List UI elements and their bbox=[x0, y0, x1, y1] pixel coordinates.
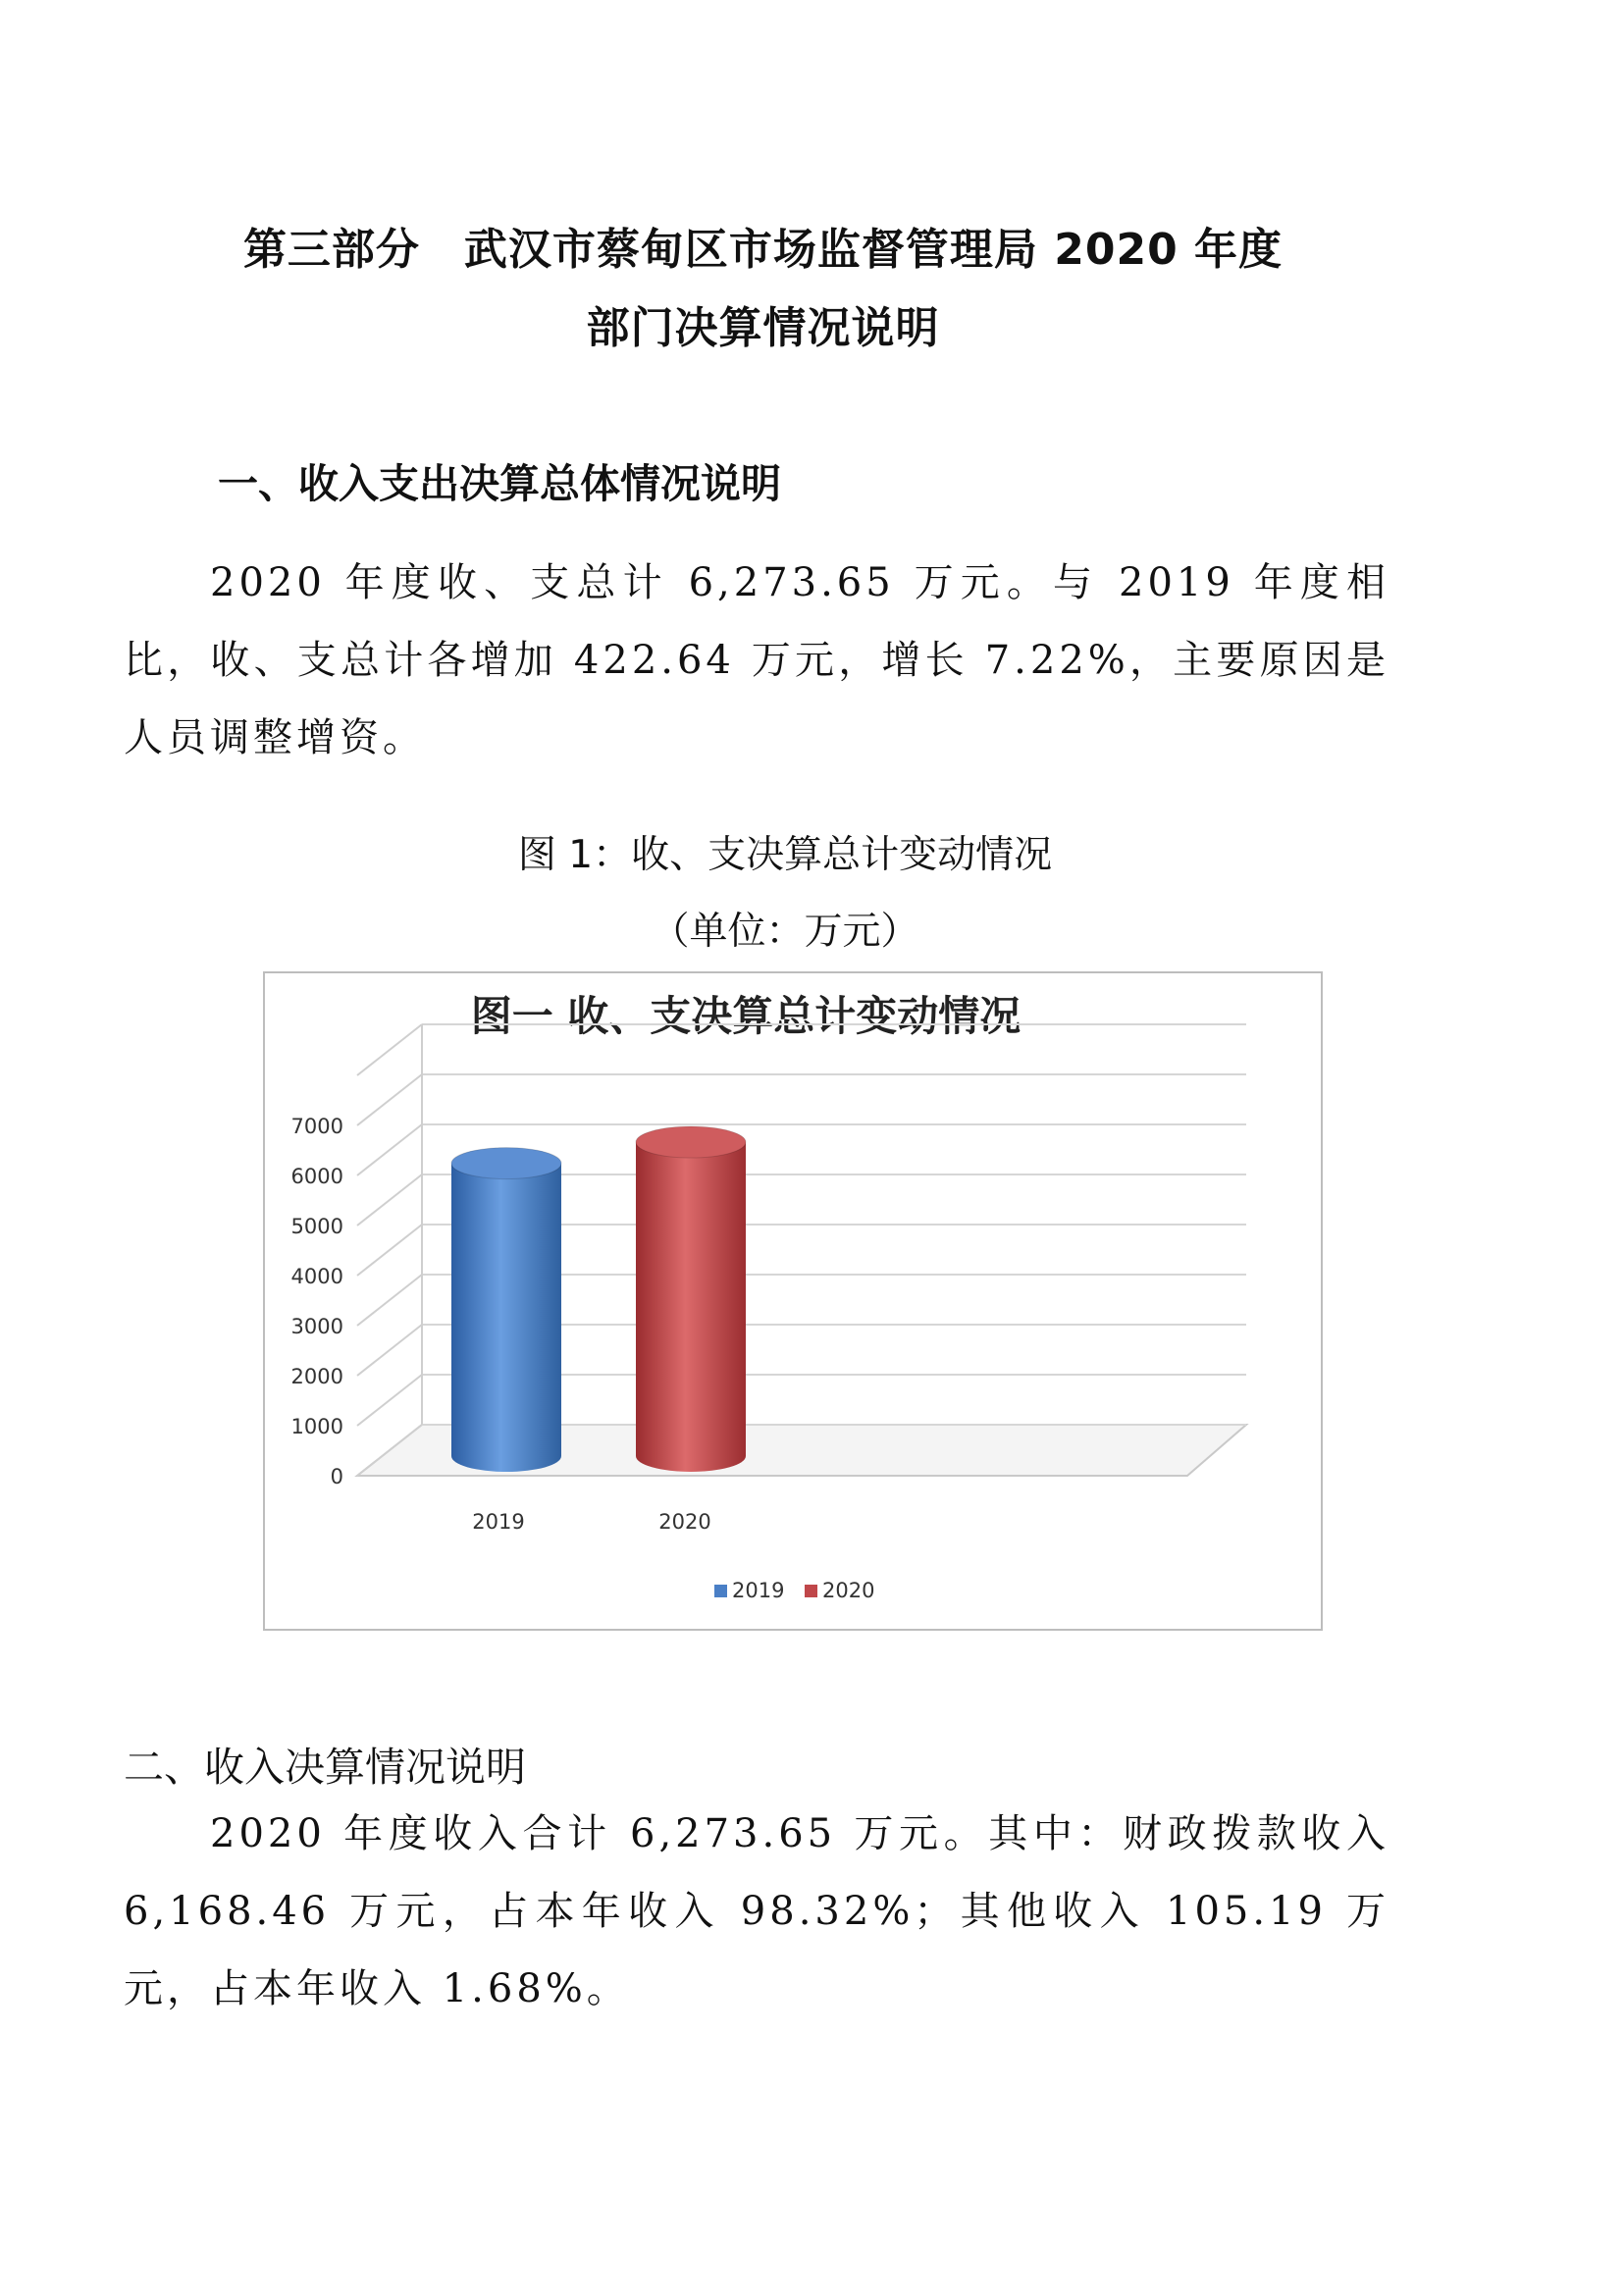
bar-chart bbox=[265, 973, 1321, 1629]
gridline-wall bbox=[357, 1325, 422, 1376]
section1-paragraph: 2020 年度收、支总计 6,273.65 万元。与 2019 年度相比，收、支总计各增加 422.64 万元，增长 7.22%，主要原因是人员调整增资。 bbox=[124, 560, 1389, 760]
ytick-label: 0 bbox=[330, 1465, 343, 1488]
figure-unit: （单位：万元） bbox=[651, 910, 919, 954]
section2-heading: 二、收入决算情况说明 bbox=[124, 1744, 526, 1791]
document-title-line2: 部门决算情况说明 bbox=[586, 303, 940, 353]
xtick-label: 2020 bbox=[658, 1510, 711, 1534]
document-title-line1: 第三部分 武汉市蔡甸区市场监督管理局 2020 年度 bbox=[242, 225, 1283, 275]
bar-body bbox=[636, 1142, 746, 1472]
chart-frame bbox=[263, 971, 1323, 1631]
gridline-wall bbox=[357, 1375, 422, 1426]
gridline-wall bbox=[357, 1225, 422, 1276]
ytick-label: 1000 bbox=[290, 1415, 343, 1438]
ytick-label: 5000 bbox=[290, 1215, 343, 1238]
ytick-label: 2000 bbox=[290, 1365, 343, 1388]
legend-swatch bbox=[805, 1585, 817, 1597]
section2-paragraph: 2020 年度收入合计 6,273.65 万元。其中：财政拨款收入 6,168.46 万元，占本年收入 98.32%；其他收入 105.19 万元，占本年收入 1.68%。 bbox=[124, 1811, 1389, 2011]
gridline-wall bbox=[357, 1275, 422, 1326]
legend-label: 2020 bbox=[822, 1579, 875, 1602]
legend-label: 2019 bbox=[732, 1579, 785, 1602]
ytick-label: 6000 bbox=[290, 1165, 343, 1188]
bar-body bbox=[451, 1164, 561, 1472]
section1-heading: 一、收入支出决算总体情况说明 bbox=[218, 460, 781, 507]
bar-top bbox=[451, 1148, 561, 1179]
ytick-label: 7000 bbox=[290, 1115, 343, 1138]
bar-2019 bbox=[451, 1148, 561, 1472]
gridline-wall bbox=[357, 1174, 422, 1226]
xtick-label: 2019 bbox=[472, 1510, 525, 1534]
gridline-wall bbox=[357, 1074, 422, 1125]
gridline-wall bbox=[357, 1024, 422, 1075]
ytick-label: 4000 bbox=[290, 1265, 343, 1288]
ytick-label: 3000 bbox=[290, 1315, 343, 1338]
bar-top bbox=[636, 1126, 746, 1158]
gridline-wall bbox=[357, 1124, 422, 1175]
legend-swatch bbox=[714, 1585, 727, 1597]
bar-2020 bbox=[636, 1126, 746, 1472]
chart-title: 图一 收、支决算总计变动情况 bbox=[470, 992, 1022, 1040]
figure-caption: 图 1：收、支决算总计变动情况 bbox=[517, 833, 1053, 877]
